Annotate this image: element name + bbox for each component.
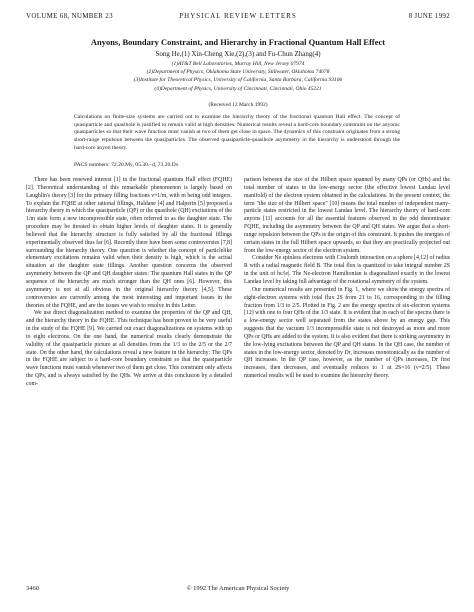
affiliation: (3)Institute for Theoretical Physics, University of California, Santa Barbara, California 93106 — [133, 77, 343, 84]
page-footer — [26, 585, 450, 597]
paragraph: Consider Ne spinless electrons with Coulomb interaction on a sphere [4,12] of radius R with a radial magnetic field B. The total flux is quantized to take integral number 2S in the unit of hc/|e|. The Ne-electron Hamiltonian is diagonalized exactly in the lowest Landau level by taking full advantage of the rotational symmetry of the system. — [244, 255, 450, 285]
author-list: Song He,(1) Xin-Cheng Xie,(2),(3) and Fu-Chun Zhang(4) — [155, 50, 321, 58]
abstract: Calculations on finite-size systems are carried out to examine the hierarchy theory of the fractional quantum Hall effect. The concept of quasiparticle and quasihole is justified to remain valid at high densities. Numerical results reveal a hard-core boundary constraint on the anyonic quasiparticles so that their wave function must vanish at two of them get close in space. The dynamics of this constraint originates from a strong short-range repulsion between the quasiparticles. The observed quasiparticle-quasihole asymmetry in the hierarchy is understood through the hard-core anyon theory. — [74, 114, 400, 151]
affiliation: (1)AT&T Bell Laboratories, Murray Hill, New Jersey 07974 — [171, 61, 305, 67]
paragraph: We use direct diagonalization method to examine the properties of the QP and QH, and the hierarchy theory in the FQHE. This technique has been proven to be very useful in the study of the FQHE [9]. We carried out exact diagonalizations on systems with up to eight electrons. On the one hand, the numerical results clearly demonstrate the validity of the quasiparticle picture at all densities from the 1/3 to the 2/5 or the 2/7 state. On the other hand, the calculations reveal a new feature in the hierarchy: The QPs in the FQHE are subject to a hard-core boundary constraint so that the quasiparticle wave functions must vanish whenever two of them get close. This constraint only affects the QPs, and is always satisfied by the QHs. We arrive at this conclusion by a detailed com- — [26, 310, 232, 387]
issue-date: 8 JUNE 1992 — [408, 12, 450, 20]
journal-name: PHYSICAL REVIEW LETTERS — [179, 12, 297, 20]
received-date: (Received 12 March 1992) — [208, 102, 268, 108]
pacs-numbers: PACS numbers: 72.20.My, 05.30.–d, 73.20.Dx — [74, 162, 179, 168]
affiliation: (4)Department of Physics, University of Cincinnati, Cincinnati, Ohio 45221 — [154, 85, 322, 92]
volume-number: VOLUME 68, NUMBER 23 — [26, 12, 113, 20]
page-number: 3460 — [26, 585, 39, 592]
copyright: © 1992 The American Physical Society — [186, 585, 290, 592]
paragraph: parison between the size of the Hilbert space spanned by many QPs (or QHs) and the total number of states in the low-energy sector (the effective lowest Landau level manifold) of the electron system obtained in the calculations. In the present context, the term "the size of the Hilbert space" [10] means the total number of independent many-particle states restricted in the lowest Landau level. The hierarchy theory of hard-core anyons [11] accounts for all the essential features observed in the odd denominator FQHE, including the asymmetry between the QP and QH states. We argue that a short-range repulsion between the QPs is the origin of this constraint. It pushes the energies of certain states in the full Hilbert space upwards, so that they are practically projected out from the low-energy sector of the electron system. — [244, 177, 450, 254]
paper-title: Anyons, Boundary Constraint, and Hierarchy in Fractional Quantum Hall Effect — [90, 37, 386, 47]
affiliations — [26, 60, 450, 93]
paragraph: Our numerical results are presented in Fig. 1, where we show the energy spectra of eight-electron systems with total flux 2S from 21 to 16, corresponding to the filling fraction from 1/3 to 2/5. Plotted in Fig. 2 are the energy spectra of six-electron systems [12] with one to four QHs of the 1/3 state. It is evident that in each of the spectra there is a low-energy sector well separated from the states above by an energy gap. This suggests that the vacuum 1/3 incompressible state is not destroyed as more and more QPs or QHs are added to the system. It is also evident that there is striking asymmetry in the low-lying excitations between the QP and QH states. In the QH case, the number of states in the low-energy sector, denoted by Dr, increases monotonically as the number of QH increases. In the QP case, however, as the number of QPs increases, Dr first increases, then decreases, and eventually reduces to 1 at 2S=16 (ν=2/5). These numerical results will be used to examine the hierarchy theory. — [244, 286, 450, 380]
running-header — [26, 12, 450, 24]
right-column — [244, 177, 450, 381]
left-column — [26, 177, 232, 389]
affiliation: (2)Department of Physics, Oklahoma State University, Stillwater, Oklahoma 74078 — [146, 69, 330, 76]
paragraph: There has been renewed interest [1] in the fractional quantum Hall effect (FQHE) [2]. Theoretical understanding of this remarkable phenomenon is largely based on Laughlin's theory [3] for the primary filling fractions ν=1/m, with m being odd integers. To explain the FQHE at other rational fillings, Haldane [4] and Halperin [5] proposed a hierarchy theory in which the quasiparticle (QP) or the quasihole (QH) excitations of the 1/m state form a new incompressible state, often referred to as the daughter state. The procedure may be iterated to obtain higher levels of daughter states. It is generally believed that the hierarchy structure is fully satisfied by all the fractional fillings experimentally observed thus far [6]. Recently there have been some controversies [7,8] surrounding the hierarchy theory. One question is whether the concept of particlelike elementary excitations remains valid when their density is high, which is the actual situation at the daughter state fillings. Another question concerns the observed asymmetry between the QP and QH daughter states: The quantum Hall states in the QP sequence of the hierarchy are much stronger than the QH ones [6]. However, this asymmetry is not at all obvious in the original hierarchy theory [4,5]. These controversies are currently among the most interesting and important issues in the theories of the FQHE, and are the issues we wish to resolve in this Letter. — [26, 177, 232, 309]
